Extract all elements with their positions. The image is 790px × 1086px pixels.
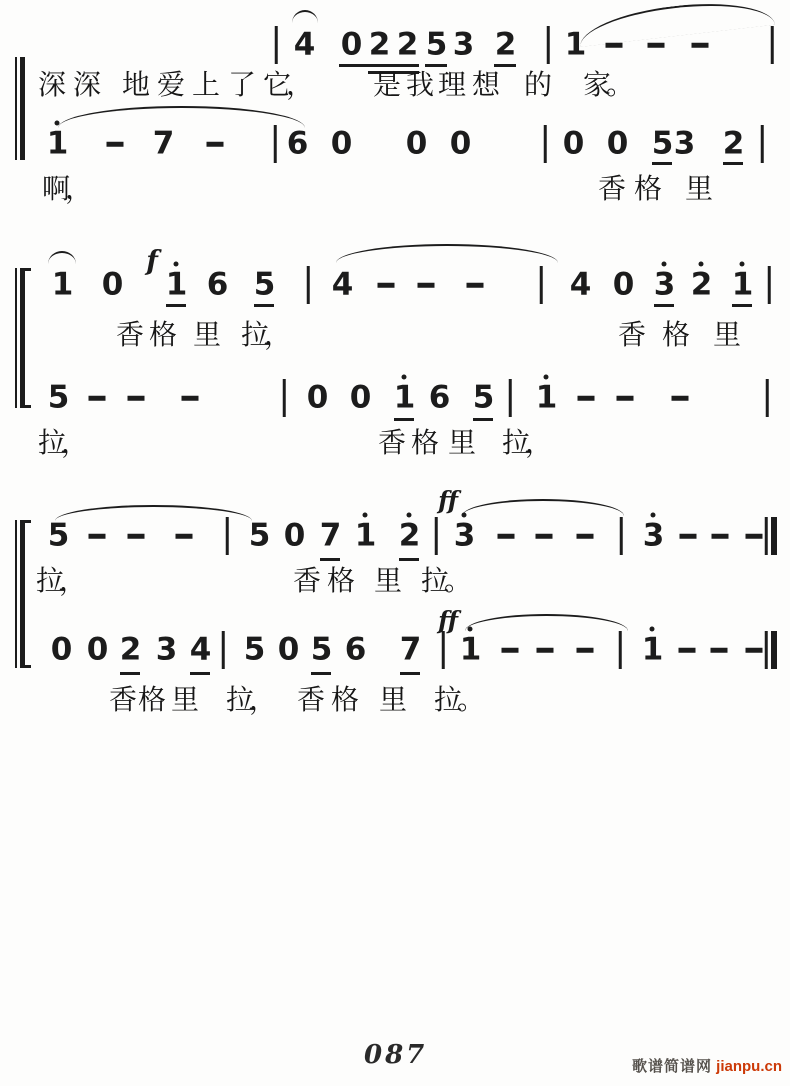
note-number: 4 (331, 266, 353, 303)
final-barline-thin (765, 517, 768, 555)
rest-zero: 0 (86, 631, 108, 668)
slur-arc (336, 244, 558, 263)
octave-dot (650, 627, 655, 632)
slur-arc (462, 499, 624, 516)
duration-dash (746, 534, 763, 539)
beat-underline (654, 304, 674, 307)
duration-dash (672, 396, 689, 401)
duration-dash (467, 283, 484, 288)
system-bracket-bottom-serif (20, 405, 31, 408)
watermark (632, 1055, 782, 1076)
lyric-char: ， (248, 684, 278, 715)
duration-dash (746, 648, 763, 653)
rest-zero: 0 (449, 125, 471, 162)
dynamic-marking: ff (438, 605, 458, 635)
note-number: 6 (344, 631, 366, 668)
note-number: 2 (119, 631, 141, 668)
final-barline-thick (771, 631, 777, 669)
barline (283, 379, 286, 417)
octave-dot (174, 262, 179, 267)
rest-zero: 0 (330, 125, 352, 162)
note-number: 6 (286, 125, 308, 162)
note-number: 5 (248, 517, 270, 554)
note-number: 6 (428, 379, 450, 416)
system-bracket-thick-line (20, 520, 25, 668)
lyric-char: 深 (72, 69, 102, 100)
note-number: 7 (152, 125, 174, 162)
note-number: 4 (293, 26, 315, 63)
final-barline-thick (771, 517, 777, 555)
barline (547, 26, 550, 64)
note-number: 3 (452, 26, 474, 63)
system-bracket-top-serif (20, 268, 31, 271)
lyric-char: 。 (605, 69, 635, 100)
beat-underline (732, 304, 752, 307)
note-number: 2 (368, 26, 390, 63)
lyric-char: 香 (292, 565, 322, 596)
system-bracket-thick-line (20, 268, 25, 408)
lyric-char: 里 (192, 319, 222, 350)
dynamic-marking: f (146, 245, 158, 277)
duration-dash (207, 142, 224, 147)
note-number: 1 (641, 631, 663, 668)
system-bracket-thick-line (20, 57, 25, 160)
duration-dash (711, 648, 728, 653)
octave-dot (363, 513, 368, 518)
lyric-char: 的 (523, 69, 553, 100)
dynamic-marking: ff (438, 485, 458, 515)
slur-arc (55, 505, 252, 521)
duration-dash (617, 396, 634, 401)
note-number: 1 (46, 125, 68, 162)
beat-underline (311, 672, 331, 675)
barline (307, 266, 310, 304)
note-number: 2 (722, 125, 744, 162)
barline (222, 631, 225, 669)
lyric-char: 它 (262, 69, 292, 100)
barline (766, 379, 769, 417)
barline (620, 517, 623, 555)
watermark-site-name: 歌谱简谱网 (631, 1058, 712, 1075)
note-number: 1 (564, 26, 586, 63)
lyric-char: 理 (437, 69, 467, 100)
slur-arc (48, 251, 76, 264)
note-number: 2 (690, 266, 712, 303)
octave-dot (651, 513, 656, 518)
lyric-char: 香 (108, 684, 138, 715)
page-number: 087 (364, 1040, 428, 1070)
beat-underline (400, 672, 420, 675)
octave-dot (407, 513, 412, 518)
barline (544, 125, 547, 163)
lyric-char: ， (60, 427, 90, 458)
lyric-char: 格 (661, 319, 691, 350)
lyric-char: ， (64, 173, 94, 204)
watermark-domain: jianpu.cn (716, 1058, 782, 1075)
note-number: 3 (453, 517, 475, 554)
lyric-char: 。 (456, 684, 486, 715)
lyric-char: 香 (597, 173, 627, 204)
rest-zero: 0 (405, 125, 427, 162)
beat-underline (254, 304, 274, 307)
lyric-char: 。 (443, 565, 473, 596)
lyric-char: 拉 (433, 684, 463, 715)
lyric-char: ， (524, 427, 554, 458)
duration-dash (679, 648, 696, 653)
system-bracket-thin-line (15, 268, 17, 408)
lyric-char: 啊 (41, 173, 71, 204)
note-number: 5 (310, 631, 332, 668)
rest-zero: 0 (612, 266, 634, 303)
slur-arc (58, 106, 305, 128)
duration-dash (648, 43, 665, 48)
lyric-char: 上 (191, 69, 221, 100)
lyric-char: 爱 (156, 69, 186, 100)
note-number: 2 (494, 26, 516, 63)
duration-dash (378, 283, 395, 288)
note-number: 3 (653, 266, 675, 303)
barline (619, 631, 622, 669)
octave-dot (544, 375, 549, 380)
note-number: 5 (472, 379, 494, 416)
barline (226, 517, 229, 555)
duration-dash (502, 648, 519, 653)
duration-dash (89, 534, 106, 539)
octave-dot (740, 262, 745, 267)
octave-dot (402, 375, 407, 380)
lyric-char: 里 (373, 565, 403, 596)
lyric-char: 了 (227, 69, 257, 100)
rest-zero: 0 (340, 26, 362, 63)
duration-dash (418, 283, 435, 288)
duration-dash (107, 142, 124, 147)
duration-dash (176, 534, 193, 539)
lyric-char: 家 (582, 69, 612, 100)
note-number: 6 (206, 266, 228, 303)
lyric-char: ， (58, 565, 88, 596)
barline (540, 266, 543, 304)
barline (274, 125, 277, 163)
slur-arc (292, 10, 318, 23)
rest-zero: 0 (277, 631, 299, 668)
note-number: 5 (47, 379, 69, 416)
lyric-char: 拉 (37, 427, 67, 458)
barline (275, 26, 278, 64)
duration-dash (536, 534, 553, 539)
note-number: 4 (569, 266, 591, 303)
lyric-char: 里 (170, 684, 200, 715)
rest-zero: 0 (562, 125, 584, 162)
lyric-char: 格 (633, 173, 663, 204)
lyric-char: 格 (410, 427, 440, 458)
rest-zero: 0 (606, 125, 628, 162)
note-number: 3 (673, 125, 695, 162)
note-number: 3 (642, 517, 664, 554)
rest-zero: 0 (50, 631, 72, 668)
lyric-char: 拉 (240, 319, 270, 350)
system-bracket-top-serif (20, 520, 31, 523)
lyric-char: 里 (447, 427, 477, 458)
lyric-char: 里 (712, 319, 742, 350)
note-number: 7 (319, 517, 341, 554)
lyric-char: 格 (330, 684, 360, 715)
duration-dash (537, 648, 554, 653)
note-number: 4 (189, 631, 211, 668)
note-number: 1 (535, 379, 557, 416)
lyric-char: 我 (405, 69, 435, 100)
system-bracket-thin-line (15, 520, 17, 668)
note-number: 5 (47, 517, 69, 554)
lyric-char: 拉 (225, 684, 255, 715)
barline (771, 26, 774, 64)
lyric-char: 格 (137, 684, 167, 715)
system-bracket-thin-line (15, 57, 17, 160)
octave-dot (662, 262, 667, 267)
rest-zero: 0 (306, 379, 328, 416)
lyric-char: 深 (37, 69, 67, 100)
lyric-char: 里 (378, 684, 408, 715)
duration-dash (89, 396, 106, 401)
note-number: 1 (51, 266, 73, 303)
lyric-char: 格 (326, 565, 356, 596)
duration-dash (182, 396, 199, 401)
note-number: 2 (396, 26, 418, 63)
duration-dash (578, 396, 595, 401)
beat-underline (652, 162, 672, 165)
rest-zero: 0 (349, 379, 371, 416)
beat-underline (723, 162, 743, 165)
beat-underline (166, 304, 186, 307)
duration-dash (128, 534, 145, 539)
note-number: 5 (425, 26, 447, 63)
note-number: 5 (253, 266, 275, 303)
note-number: 5 (243, 631, 265, 668)
lyric-char: 拉 (35, 565, 65, 596)
lyric-char: 香 (115, 319, 145, 350)
barline (442, 631, 445, 669)
duration-dash (692, 43, 709, 48)
lyric-char: 香 (296, 684, 326, 715)
duration-dash (128, 396, 145, 401)
rest-zero: 0 (101, 266, 123, 303)
slur-arc (465, 614, 628, 631)
lyric-char: ， (263, 319, 293, 350)
system-bracket-bottom-serif (20, 665, 31, 668)
duration-dash (498, 534, 515, 539)
lyric-char: 想 (471, 69, 501, 100)
duration-dash (712, 534, 729, 539)
note-number: 1 (393, 379, 415, 416)
note-number: 1 (165, 266, 187, 303)
barline (435, 517, 438, 555)
duration-dash (680, 534, 697, 539)
beat-underline (120, 672, 140, 675)
beat-underline (190, 672, 210, 675)
note-number: 1 (731, 266, 753, 303)
lyric-char: 是 (372, 69, 402, 100)
note-number: 1 (354, 517, 376, 554)
slur-arc (577, 0, 775, 47)
duration-dash (577, 534, 594, 539)
lyric-char: 香 (617, 319, 647, 350)
note-number: 7 (399, 631, 421, 668)
lyric-char: 拉 (501, 427, 531, 458)
note-number: 5 (651, 125, 673, 162)
note-number: 2 (398, 517, 420, 554)
lyric-char: 香 (377, 427, 407, 458)
note-number: 3 (155, 631, 177, 668)
barline (509, 379, 512, 417)
lyric-char: 里 (684, 173, 714, 204)
lyric-char: ， (285, 69, 315, 100)
lyric-char: 拉 (420, 565, 450, 596)
rest-zero: 0 (283, 517, 305, 554)
lyric-char: 地 (121, 69, 151, 100)
lyric-char: 格 (148, 319, 178, 350)
note-number: 1 (459, 631, 481, 668)
duration-dash (577, 648, 594, 653)
octave-dot (699, 262, 704, 267)
final-barline-thin (765, 631, 768, 669)
barline (768, 266, 771, 304)
barline (761, 125, 764, 163)
